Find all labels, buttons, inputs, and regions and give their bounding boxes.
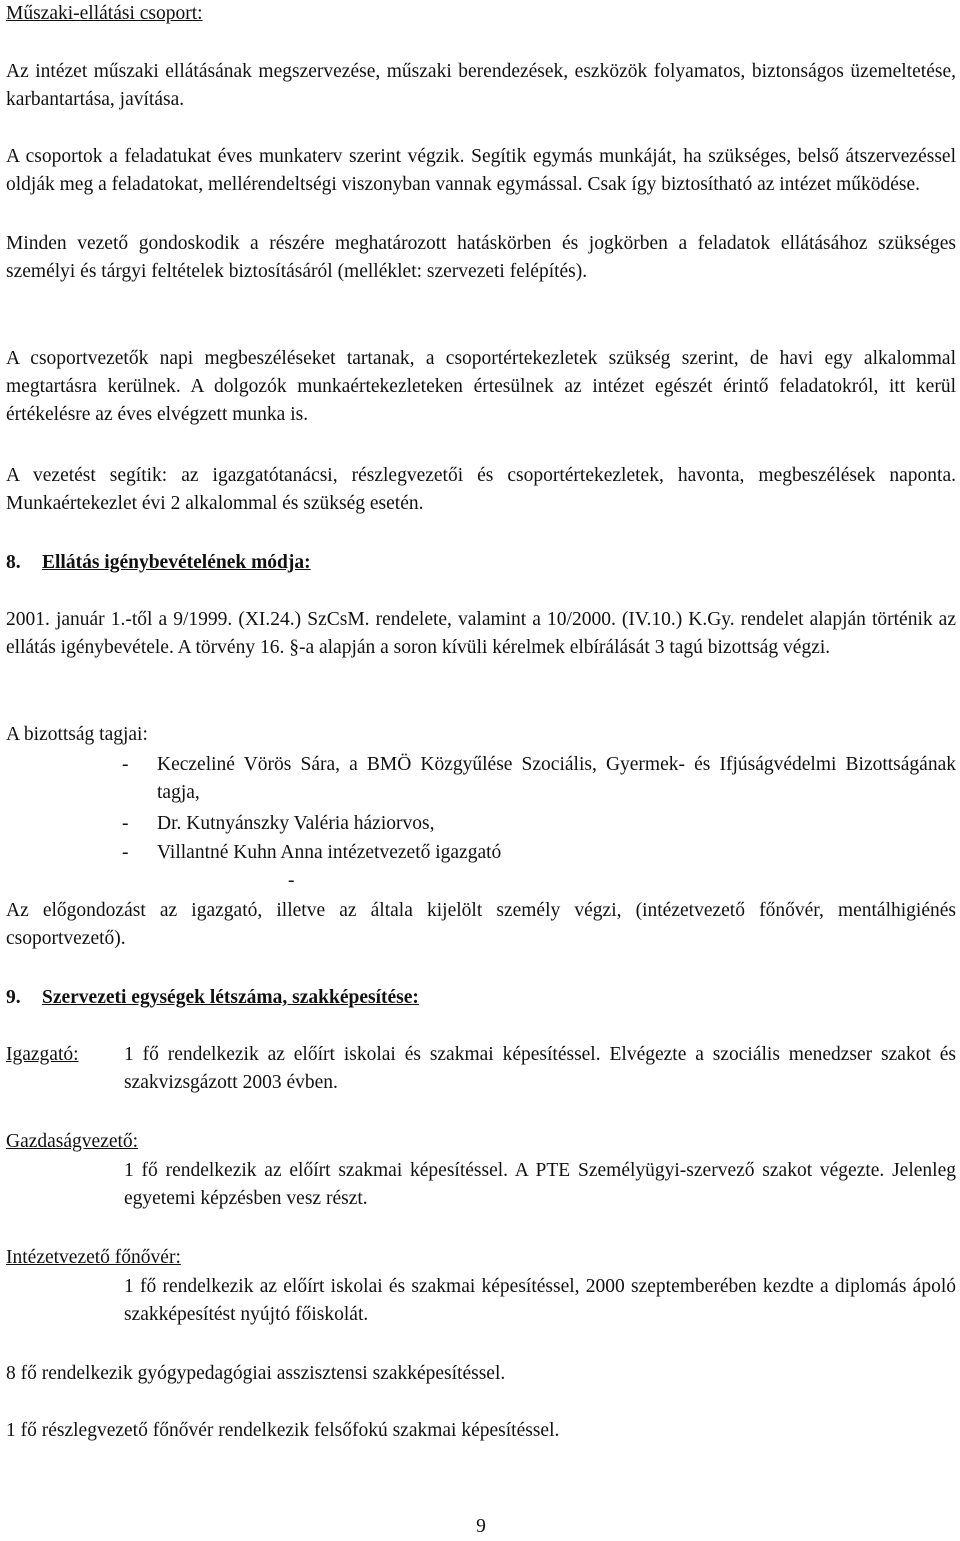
- section-8-number: 8.: [6, 552, 21, 573]
- gazdasagvezeto-label: Gazdaságvezető:: [6, 1131, 139, 1152]
- heading-muszaki-ellatasi: Műszaki-ellátási csoport:: [6, 3, 203, 24]
- member-item: [122, 839, 956, 867]
- member-text: Dr. Kutnyánszky Valéria háziorvos,: [157, 813, 435, 834]
- stray-dash: -: [288, 870, 295, 891]
- paragraph-vezeto-gondoskodik: Minden vezető gondoskodik a részére meghatározott hatáskörben és jogkörben a feladatok ellátásához szükséges személyi és tárgyi feltételek biztosításáról (melléklet: szervezeti felépítés).: [6, 233, 956, 282]
- paragraph-reszlegvezeto: 1 fő részlegvezető főnővér rendelkezik felsőfokú szakmai képesítéssel.: [6, 1420, 560, 1441]
- igazgato-label: Igazgató:: [6, 1044, 79, 1065]
- member-item: [122, 810, 956, 838]
- paragraph-gyogypedagogiai: 8 fő rendelkezik gyógypedagógiai asszisztensi szakképesítéssel.: [6, 1363, 506, 1384]
- page-number: 9: [476, 1516, 486, 1537]
- gazdasagvezeto-text: 1 fő rendelkezik az előírt szakmai képesítéssel. A PTE Személyügyi-szervező szakot végezte. Jelenleg egyetemi képzésben vesz részt.: [124, 1160, 956, 1209]
- paragraph-ellatas-igenybevetel: 2001. január 1.-től a 9/1999. (XI.24.) SzCsM. rendelete, valamint a 10/2000. (IV.10.) K.Gy. rendelet alapján történik az ellátás igénybevétele. A törvény 16. §-a alapján a soron kívüli kérelmek elbírálását 3 tagú bizottság végzi.: [6, 609, 956, 658]
- member-dash: -: [122, 842, 129, 863]
- section-9-title: Szervezeti egységek létszáma, szakképesítése:: [42, 987, 419, 1008]
- paragraph-vezetest-segitik: A vezetést segítik: az igazgatótanácsi, részlegvezetői és csoportértekezletek, havonta, megbeszélések naponta. Munkaértekezlet évi 2 alkalommal és szükség esetén.: [6, 465, 956, 514]
- section-9-number: 9.: [6, 987, 21, 1008]
- paragraph-csoportok: A csoportok a feladatukat éves munkaterv szerint végzik. Segítik egymás munkáját, ha szükséges, belső átszervezéssel oldják meg a feladatokat, mellérendeltségi viszonyban vannak egymással. Csak így biztosítható az intézet működése.: [6, 146, 956, 195]
- section-9-heading: [6, 984, 956, 1012]
- fonover-label: Intézetvezető főnővér:: [6, 1247, 181, 1268]
- bizottsag-heading: A bizottság tagjai:: [6, 724, 148, 745]
- member-dash: -: [122, 813, 129, 834]
- member-dash: -: [122, 754, 129, 775]
- member-item: [122, 751, 956, 807]
- paragraph-muszaki-ellatas: Az intézet műszaki ellátásának megszervezése, műszaki berendezések, eszközök folyamatos, biztonságos üzemeltetése, karbantartása, javítása.: [6, 61, 956, 110]
- paragraph-elogondozas: Az előgondozást az igazgató, illetve az általa kijelölt személy végzi, (intézetvezető főnővér, mentálhigiénés csoportvezető).: [6, 900, 956, 949]
- section-8-title: Ellátás igénybevételének módja:: [42, 552, 311, 573]
- fonover-text: 1 fő rendelkezik az előírt iskolai és szakmai képesítéssel, 2000 szeptemberében kezdte a diplomás ápoló szakképesítést nyújtó főiskolát.: [124, 1276, 956, 1325]
- member-text: Keczeliné Vörös Sára, a BMÖ Közgyűlése Szociális, Gyermek- és Ifjúságvédelmi Bizottságának tagja,: [157, 754, 956, 803]
- section-8-heading: [6, 549, 956, 577]
- member-text: Villantné Kuhn Anna intézetvezető igazgató: [157, 842, 502, 863]
- paragraph-csoportvezetok: A csoportvezetők napi megbeszéléseket tartanak, a csoportértekezletek szükség szerint, de havi egy alkalommal megtartásra kerülnek. A dolgozók munkaértekezleteken értesülnek az intézet egészét érintő feladatokról, itt kerül értékelésre az éves elvégzett munka is.: [6, 348, 956, 425]
- igazgato-text: 1 fő rendelkezik az előírt iskolai és szakmai képesítéssel. Elvégezte a szociális menedzser szakot és szakvizsgázott 2003 évben.: [124, 1044, 956, 1093]
